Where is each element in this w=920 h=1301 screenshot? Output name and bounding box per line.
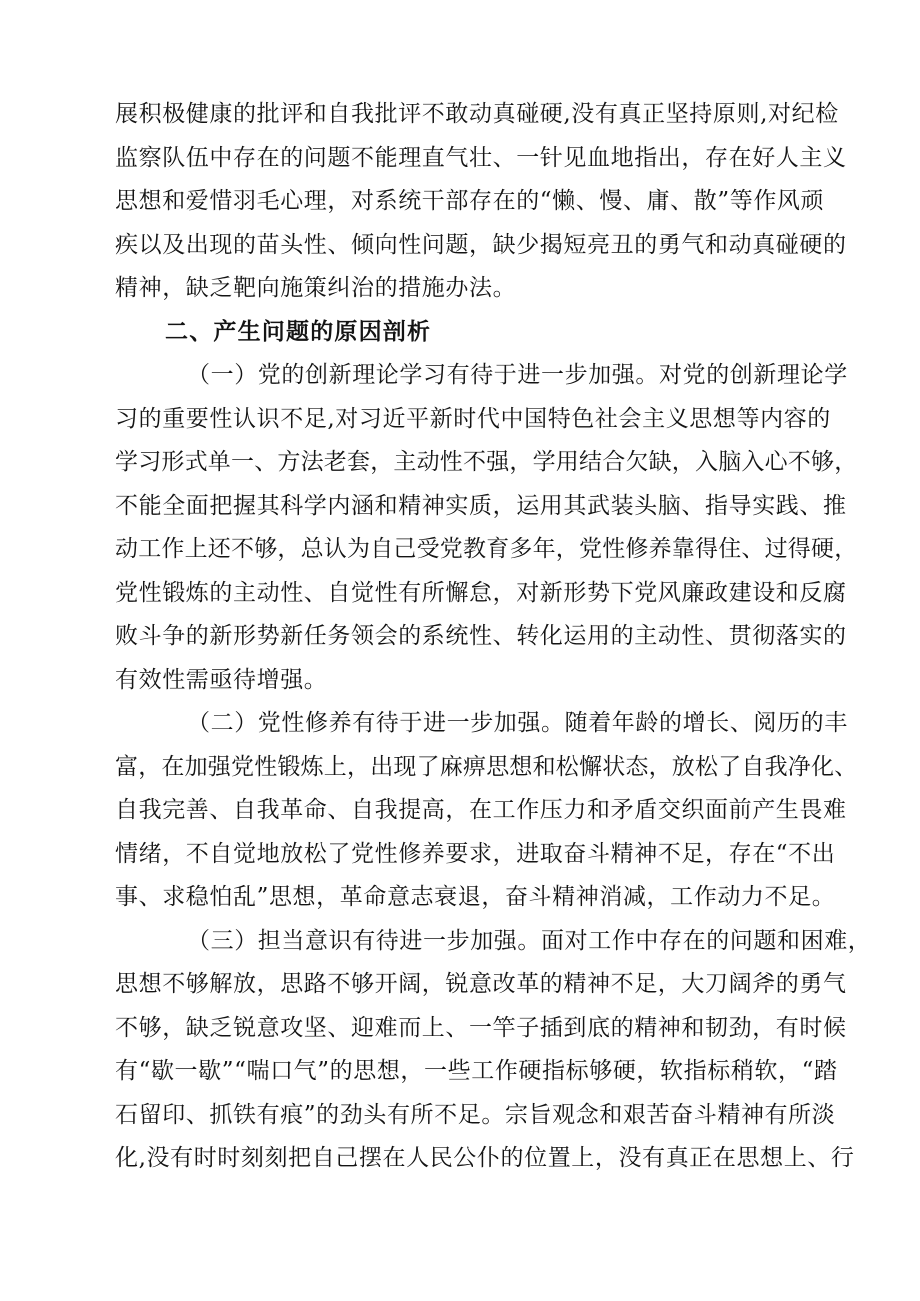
body-text-line: 习的重要性认识不足,对习近平新时代中国特色社会主义思想等内容的 (115, 405, 831, 432)
body-text-line: 情绪，不自觉地放松了党性修养要求，进取奋斗精神不足，存在“不出 (115, 840, 836, 867)
body-text-line: 精神，缺乏靶向施策纠治的措施办法。 (115, 275, 517, 301)
body-text-line: 化,没有时时刻刻把自己摆在人民公仆的位置上，没有真正在思想上、行 (115, 1145, 855, 1171)
body-text-line: 有效性需亟待增强。 (115, 666, 328, 693)
body-text-line: 思想不够解放，思路不够开阔，锐意改革的精神不足，大刀阔斧的勇气 (115, 971, 847, 997)
body-text-line: 党性锻炼的主动性、自觉性有所懈怠，对新形势下党风廉政建设和反腐 (115, 579, 847, 606)
body-text-line: 不够，缺乏锐意攻坚、迎难而上、一竿子插到底的精神和韧劲，有时候 (115, 1014, 847, 1041)
paragraph-first-line: （二）党性修养有待于进一步加强。随着年龄的增长、阅历的丰 (187, 710, 848, 736)
body-text-line: 自我完善、自我革命、自我提高，在工作压力和矛盾交织面前产生畏难 (115, 797, 847, 823)
body-text-line: 富，在加强党性锻炼上，出现了麻痹思想和松懈状态，放松了自我净化、 (115, 753, 858, 780)
body-text-line: 不能全面把握其科学内涵和精神实质，运用其武装头脑、指导实践、推 (115, 492, 847, 519)
body-text-line: 事、求稳怕乱”思想，革命意志衰退，奋斗精神消减，工作动力不足。 (115, 884, 836, 910)
paragraph-first-line: （三）担当意识有待进一步加强。面对工作中存在的问题和困难， (187, 927, 872, 954)
body-text-line: 败斗争的新形势新任务领会的系统性、转化运用的主动性、贯彻落实的 (115, 623, 847, 649)
body-text-line: 思想和爱惜羽毛心理，对系统干部存在的“懒、慢、庸、散”等作风顽 (115, 188, 825, 214)
paragraph-first-line: （一）党的创新理论学习有待于进一步加强。对党的创新理论学 (187, 362, 848, 388)
body-text-line: 学习形式单一、方法老套，主动性不强，学用结合欠缺，入脑入心不够， (115, 449, 858, 475)
body-text-line: 动工作上还不够，总认为自己受党教育多年，党性修养靠得住、过得硬， (115, 536, 858, 562)
body-text-line: 监察队伍中存在的问题不能理直气壮、一针见血地指出，存在好人主义 (115, 144, 847, 171)
body-text-line: 疾以及出现的苗头性、倾向性问题，缺少揭短亮丑的勇气和动真碰硬的 (115, 231, 847, 258)
section-heading: 二、产生问题的原因剖析 (165, 318, 432, 345)
body-text-line: 石留印、抓铁有痕”的劲头有所不足。宗旨观念和艰苦奋斗精神有所淡 (115, 1101, 836, 1128)
body-text-line: 展积极健康的批评和自我批评不敢动真碰硬,没有真正坚持原则,对纪检 (115, 101, 839, 127)
body-text-line: 有“歇一歇”“喘口气”的思想，一些工作硬指标够硬，软指标稍软，“踏 (115, 1058, 838, 1084)
